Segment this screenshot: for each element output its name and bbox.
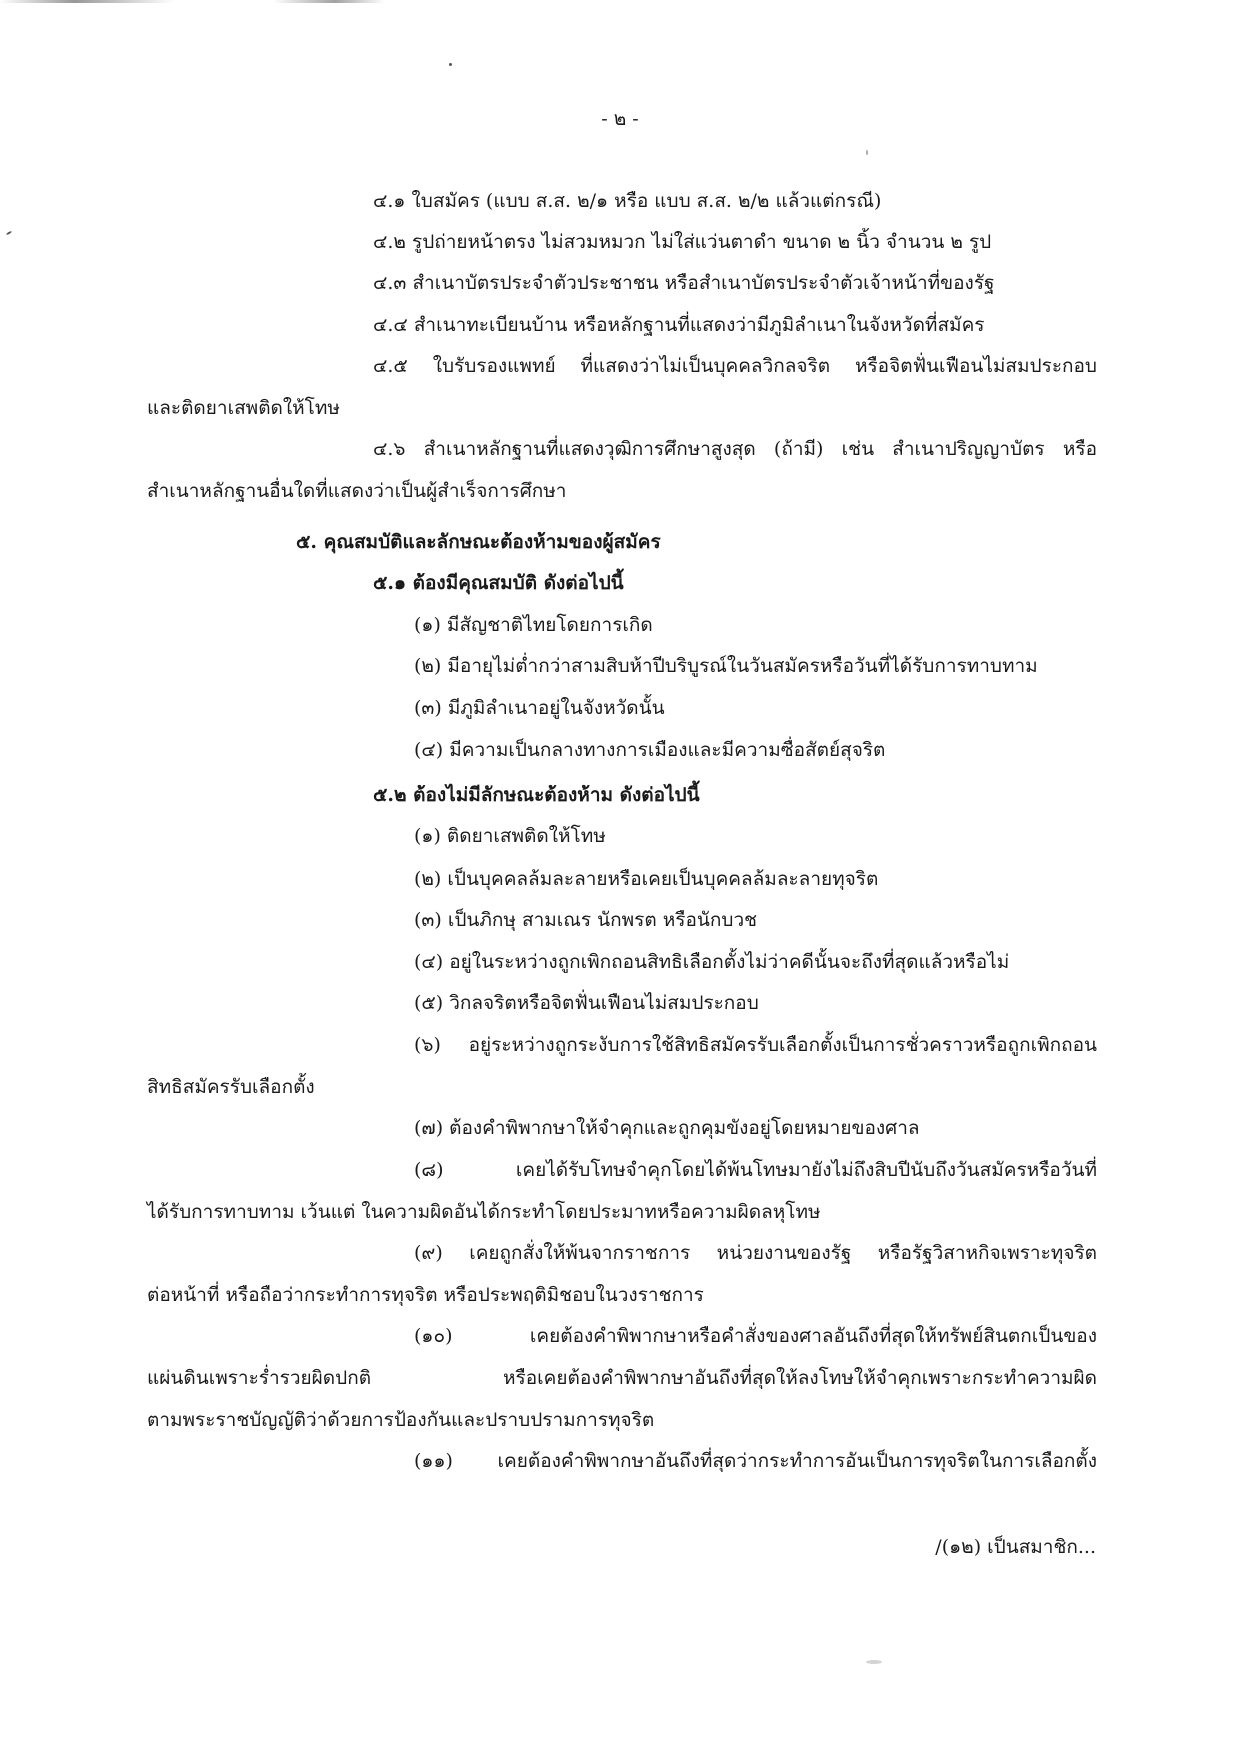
- item-5-2-9-cont: ต่อหน้าที่ หรือถือว่ากระทำการทุจริต หรือประพฤติมิชอบในวงราชการ: [147, 1284, 704, 1306]
- item-5-2-3: (๓) เป็นภิกษุ สามเณร นักพรต หรือนักบวช: [414, 909, 758, 931]
- scan-speck: [6, 231, 12, 236]
- item-4-6-cont: สำเนาหลักฐานอื่นใดที่แสดงว่าเป็นผู้สำเร็จการศึกษา: [147, 480, 567, 502]
- item-5-2-8-cont: ได้รับการทาบทาม เว้นแต่ ในความผิดอันได้กระทำโดยประมาทหรือความผิดลหุโทษ: [147, 1201, 821, 1223]
- item-5-1-3: (๓) มีภูมิลำเนาอยู่ในจังหวัดนั้น: [414, 697, 665, 719]
- item-5-2-6-cont: สิทธิสมัครรับเลือกตั้ง: [147, 1076, 315, 1098]
- item-5-2-4: (๔) อยู่ในระหว่างถูกเพิกถอนสิทธิเลือกตั้งไม่ว่าคดีนั้นจะถึงที่สุดแล้วหรือไม่: [414, 951, 1010, 973]
- scan-speck: [866, 1660, 882, 1664]
- item-5-2-6: (๖) อยู่ระหว่างถูกระงับการใช้สิทธิสมัครรับเลือกตั้งเป็นการชั่วคราวหรือถูกเพิกถอน: [414, 1034, 1097, 1056]
- item-5-2-2: (๒) เป็นบุคคลล้มละลายหรือเคยเป็นบุคคลล้มละลายทุจริต: [414, 868, 879, 890]
- item-5-1-2: (๒) มีอายุไม่ต่ำกว่าสามสิบห้าปีบริบูรณ์ในวันสมัครหรือวันที่ได้รับการทาบทาม: [414, 655, 1038, 677]
- page-number: - ๒ -: [601, 108, 639, 130]
- item-4-4: ๔.๔ สำเนาทะเบียนบ้าน หรือหลักฐานที่แสดงว่ามีภูมิลำเนาในจังหวัดที่สมัคร: [373, 314, 985, 336]
- section-5-1-heading: ๕.๑ ต้องมีคุณสมบัติ ดังต่อไปนี้: [373, 572, 624, 594]
- item-4-3: ๔.๓ สำเนาบัตรประจำตัวประชาชน หรือสำเนาบัตรประจำตัวเจ้าหน้าที่ของรัฐ: [373, 272, 995, 294]
- item-5-2-10: (๑๐) เคยต้องคำพิพากษาหรือคำสั่งของศาลอันถึงที่สุดให้ทรัพย์สินตกเป็นของ: [414, 1325, 1097, 1347]
- item-5-2-7: (๗) ต้องคำพิพากษาให้จำคุกและถูกคุมขังอยู่โดยหมายของศาล: [414, 1117, 920, 1139]
- item-5-2-1: (๑) ติดยาเสพติดให้โทษ: [414, 825, 606, 847]
- section-5-2-heading: ๕.๒ ต้องไม่มีลักษณะต้องห้าม ดังต่อไปนี้: [373, 784, 700, 806]
- item-5-2-10-cont-2: ตามพระราชบัญญัติว่าด้วยการป้องกันและปราบปรามการทุจริต: [147, 1409, 655, 1431]
- item-5-1-1: (๑) มีสัญชาติไทยโดยการเกิด: [414, 614, 653, 636]
- continuation-note: /(๑๒) เป็นสมาชิก...: [935, 1536, 1096, 1558]
- scan-speck: [449, 63, 452, 66]
- scan-speck: [866, 150, 868, 155]
- item-5-1-4: (๔) มีความเป็นกลางทางการเมืองและมีความซื่อสัตย์สุจริต: [414, 739, 886, 761]
- item-5-2-9: (๙) เคยถูกสั่งให้พ้นจากราชการ หน่วยงานของรัฐ หรือรัฐวิสาหกิจเพราะทุจริต: [414, 1242, 1097, 1264]
- item-5-2-5: (๕) วิกลจริตหรือจิตฟั่นเฟือนไม่สมประกอบ: [414, 992, 759, 1014]
- item-5-2-8: (๘) เคยได้รับโทษจำคุกโดยได้พ้นโทษมายังไม่ถึงสิบปีนับถึงวันสมัครหรือวันที่: [414, 1159, 1097, 1181]
- item-4-5-cont: และติดยาเสพติดให้โทษ: [147, 397, 340, 419]
- item-5-2-10-cont-1: แผ่นดินเพราะร่ำรวยผิดปกติ หรือเคยต้องคำพิพากษาอันถึงที่สุดให้ลงโทษให้จำคุกเพราะกระทำความผิด: [147, 1367, 1097, 1389]
- item-4-5: ๔.๕ ใบรับรองแพทย์ ที่แสดงว่าไม่เป็นบุคคลวิกลจริต หรือจิตฟั่นเฟือนไม่สมประกอบ: [373, 355, 1097, 377]
- section-5-heading: ๕. คุณสมบัติและลักษณะต้องห้ามของผู้สมัคร: [296, 531, 661, 553]
- item-5-2-11: (๑๑) เคยต้องคำพิพากษาอันถึงที่สุดว่ากระทำการอันเป็นการทุจริตในการเลือกตั้ง: [414, 1450, 1097, 1472]
- scan-edge-mark: [0, 0, 1240, 3]
- item-4-6: ๔.๖ สำเนาหลักฐานที่แสดงวุฒิการศึกษาสูงสุด (ถ้ามี) เช่น สำเนาปริญญาบัตร หรือ: [373, 438, 1097, 460]
- item-4-2: ๔.๒ รูปถ่ายหน้าตรง ไม่สวมหมวก ไม่ใส่แว่นตาดำ ขนาด ๒ นิ้ว จำนวน ๒ รูป: [373, 231, 992, 253]
- item-4-1: ๔.๑ ใบสมัคร (แบบ ส.ส. ๒/๑ หรือ แบบ ส.ส. ๒/๒ แล้วแต่กรณี): [373, 190, 882, 212]
